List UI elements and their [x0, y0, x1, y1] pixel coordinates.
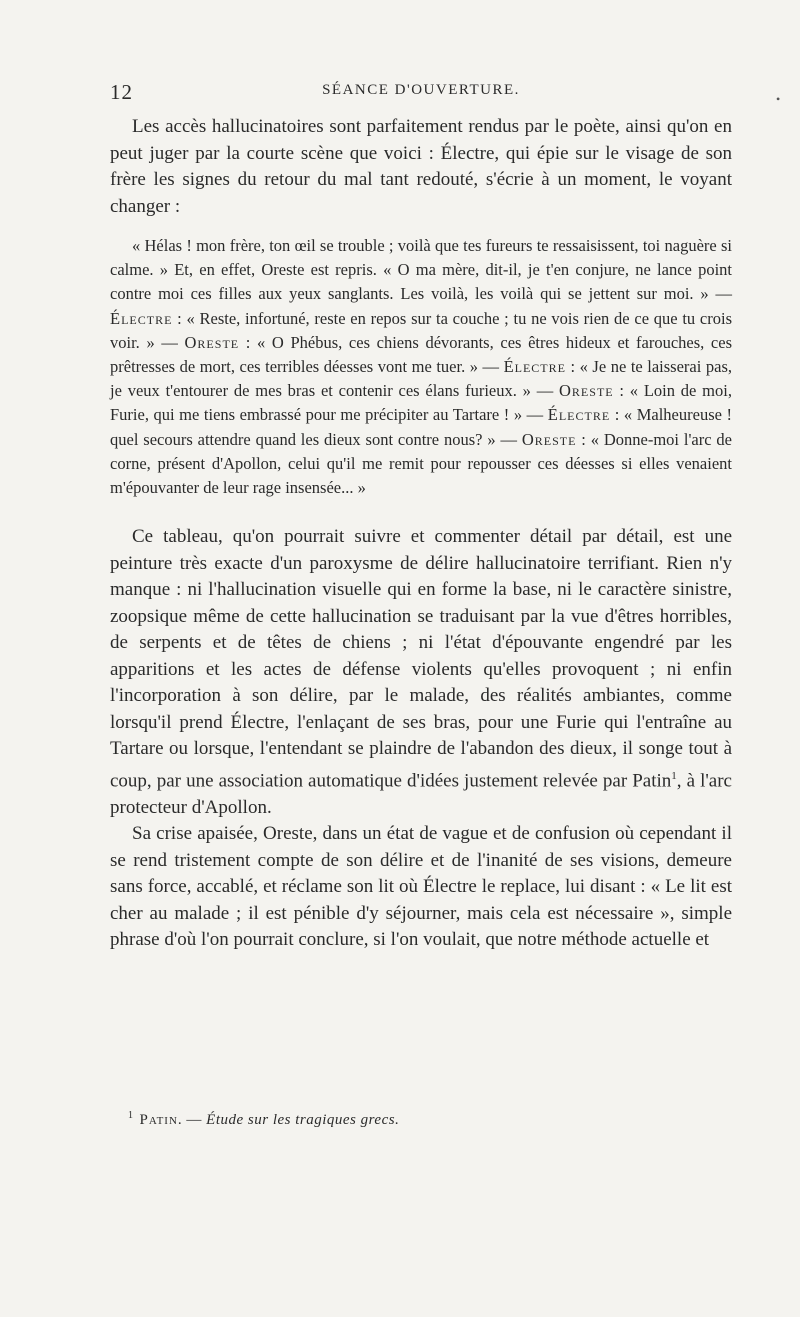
footnote-dash: . — — [177, 1112, 207, 1128]
paragraph-analysis — [110, 524, 732, 821]
footnote — [128, 1110, 732, 1129]
speaker-name: Électre — [547, 405, 611, 425]
running-title: SÉANCE D'OUVERTURE. — [322, 82, 520, 98]
quote-segment: : « O Phébus, ces chiens dévorants, ces êtres hideux et farouches, ces prêtresses de mort, ces terribles déesses vont me tuer. » — — [110, 332, 732, 377]
speaker-name: Électre — [110, 308, 173, 328]
quote-segment: : « Reste, infortuné, reste en repos sur ta couche ; tu ne vois rien de ce que tu crois voir. » — — [110, 308, 732, 352]
paragraph-analysis-text: Ce tableau, qu'on pourrait suivre et commenter détail par détail, est une peinture très exacte d'un paroxysme de délire hallucinatoire terrifiant. Rien n'y manque : ni l'hallucination visuelle qui en forme la base, ni le caractère sinistre, zoopsique même de cette hallucination se traduisant par la vue d'êtres horribles, de serpents et de têtes de chiens ; ni l'état d'épouvante engendré par les apparitions et les actes de défense violents qu'elles provoquent ; ni enfin l'incorporation à son délire, par le malade, des réalités ambiantes, comme lorsqu'il prend Électre, l'enlaçant de ses bras, pour une Furie qui l'entraîne au Tartare ou lorsque, l'entendant se plaindre de l'abandon des dieux, il songe tout à coup, par une association automatique d'idées justement relevée par Patin — [110, 526, 732, 792]
speaker-name: Oreste — [184, 332, 240, 352]
page-header — [110, 80, 732, 106]
footnote-reference: 1 — [671, 769, 677, 782]
speaker-name: Oreste — [521, 429, 577, 449]
paragraph-conclusion: Sa crise apaisée, Oreste, dans un état de vague et de confusion où cependant il se rend tristement compte de son délire et de l'inanité de ses visions, demeure sans force, accablé, et réclame son lit où Électre le replace, lui disant : « Le lit est cher au malade ; il est pénible d'y séjourner, mais cela est nécessaire », simple phrase d'où l'on pourrait conclure, si l'on voulait, que notre méthode actuelle et — [110, 823, 732, 951]
quote-segment: : « Loin de moi, Furie, qui me tiens embrassé pour me précipiter au Tartare ! » — — [110, 381, 732, 425]
paragraph-intro: Les accès hallucinatoires sont parfaitement rendus par le poète, ainsi qu'on en peut juger par la courte scène que voici : Électre, qui épie sur le visage de son frère les signes du retour du mal tant redouté, s'écrie à un moment, le voyant changer : — [110, 116, 732, 217]
quote-segment: : « Je ne te laisserai pas, je veux t'entourer de mes bras et contenir ces élans furieux. » — — [110, 357, 732, 401]
margin-mark: • — [776, 92, 781, 106]
speaker-name: Électre — [503, 357, 566, 377]
speaker-name: Oreste — [559, 381, 614, 401]
page-number: 12 — [110, 80, 133, 104]
main-text — [110, 114, 732, 954]
footnote-author: Patin — [139, 1112, 178, 1128]
dialogue-quote — [110, 234, 732, 500]
quote-segment: : « Donne-moi l'arc de corne, présent d'Apollon, celui qu'il me remit pour repousser ces déesses si elles venaient m'épouvanter de leur rage insensée... » — [110, 429, 733, 498]
footnote-marker: 1 — [128, 1110, 134, 1121]
quote-segment: « Hélas ! mon frère, ton œil se trouble ; voilà que tes fureurs te ressaisissent, toi naguère si calme. » Et, en effet, Oreste est repris. « O ma mère, dit-il, je t'en conjure, ne lance point contre moi ces filles aux yeux sanglants. Les voilà, les voilà qui se jettent sur moi. » — — [110, 236, 732, 304]
quote-segment: : « Malheureuse ! quel secours attendre quand les dieux sont contre nous? » — — [110, 405, 733, 449]
paragraph-analysis-end: , à l'arc protecteur d'Apollon. — [110, 770, 732, 818]
footnote-title: Étude sur les tragiques grecs. — [206, 1112, 400, 1128]
